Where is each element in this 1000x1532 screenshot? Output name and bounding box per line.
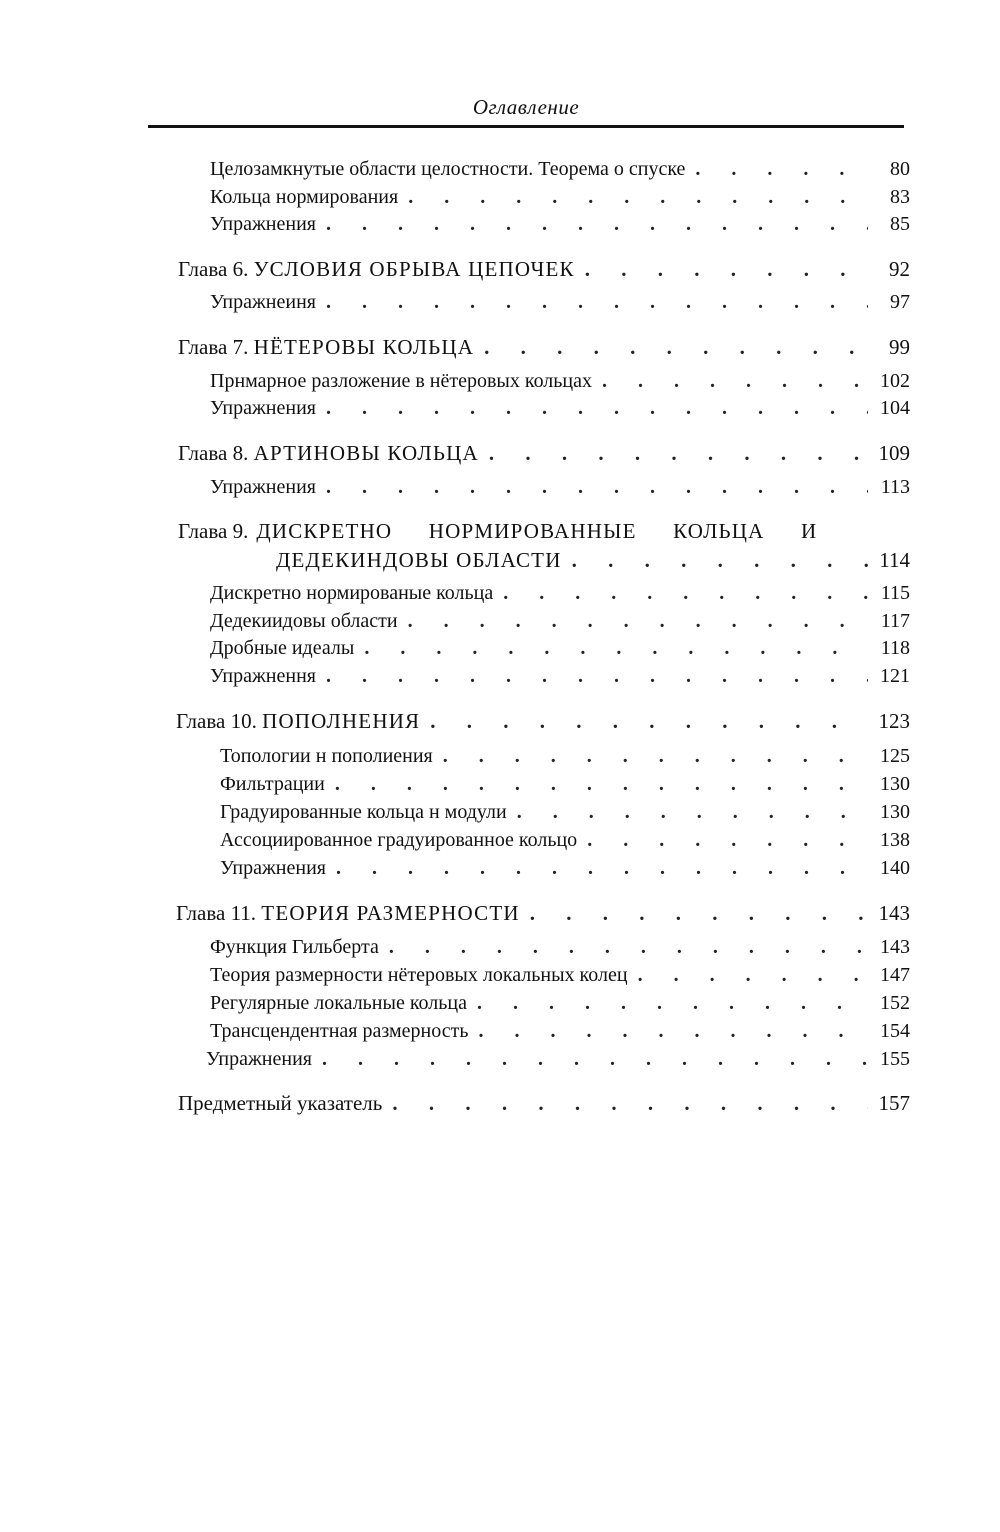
chapter-title	[176, 708, 420, 734]
toc-entry[interactable]	[210, 474, 910, 500]
dot-leader	[322, 1046, 868, 1072]
toc-index-entry[interactable]	[178, 1090, 910, 1116]
page-number: 80	[890, 158, 910, 180]
dot-leader	[389, 934, 868, 960]
dot-leader	[326, 395, 868, 421]
chapter-prefix: Глава 6.	[178, 257, 249, 281]
chapter-prefix: Глава 9.	[178, 519, 249, 543]
page-number: 138	[880, 829, 910, 851]
dot-leader	[392, 1090, 868, 1116]
dot-leader	[408, 608, 868, 634]
toc-chapter[interactable]	[178, 440, 910, 466]
dot-leader	[478, 1018, 868, 1044]
page-number: 123	[878, 709, 910, 733]
dot-leader	[585, 256, 868, 282]
page-number: 152	[880, 992, 910, 1014]
dot-leader	[364, 635, 868, 661]
page-number: 143	[878, 901, 910, 925]
page-number: 85	[890, 213, 910, 235]
toc-entry[interactable]	[220, 743, 910, 769]
toc-entry[interactable]	[210, 962, 910, 988]
entry-title: Предметный указатель	[178, 1091, 383, 1115]
dot-leader	[443, 743, 868, 769]
entry-title: Упражнения	[210, 397, 316, 419]
toc-entry[interactable]	[210, 990, 910, 1016]
page-number: 155	[880, 1048, 910, 1070]
page-number: 121	[880, 665, 910, 687]
toc-entry[interactable]	[206, 1046, 910, 1072]
page-number: 157	[878, 1091, 910, 1115]
entry-title: Дробные идеалы	[210, 637, 355, 659]
toc-entry[interactable]	[210, 934, 910, 960]
page-number: 97	[890, 291, 910, 313]
dot-leader	[530, 900, 868, 926]
toc-entry[interactable]	[210, 184, 910, 210]
toc-entry[interactable]	[210, 1018, 910, 1044]
toc-chapter[interactable]	[176, 900, 910, 926]
page-number: 99	[889, 335, 910, 359]
toc-entry[interactable]	[220, 855, 910, 881]
toc-entry[interactable]	[210, 156, 910, 182]
page-number: 117	[880, 610, 910, 632]
chapter-name-line2: ДЕДЕКИНДОВЫ ОБЛАСТИ	[276, 548, 562, 572]
chapter-name: УСЛОВИЯ ОБРЫВА ЦЕПОЧЕК	[253, 257, 575, 281]
dot-leader	[335, 771, 868, 797]
toc-entry[interactable]	[210, 663, 910, 689]
page-number: 92	[889, 257, 910, 281]
toc-entry[interactable]	[210, 368, 910, 394]
entry-title: Упражнения	[220, 857, 326, 879]
entry-title: Упражнения	[206, 1048, 312, 1070]
toc-entry[interactable]	[210, 211, 910, 237]
entry-title: Градуированные кольца н модули	[220, 801, 507, 823]
dot-leader	[517, 799, 868, 825]
chapter-name: АРТИНОВЫ КОЛЬЦА	[253, 441, 479, 465]
dot-leader	[326, 474, 868, 500]
dot-leader	[336, 855, 868, 881]
page-number: 118	[880, 637, 910, 659]
dot-leader	[489, 440, 868, 466]
chapter-prefix: Глава 8.	[178, 441, 249, 465]
chapter-prefix: Глава 10.	[176, 709, 257, 733]
chapter-name-line1: ДИСКРЕТНО НОРМИРОВАННЫЕ КОЛЬЦА И	[256, 519, 818, 543]
chapter-title	[178, 440, 479, 466]
dot-leader	[408, 184, 868, 210]
dot-leader	[326, 211, 868, 237]
toc-entry[interactable]	[210, 635, 910, 661]
page-number: 115	[880, 582, 910, 604]
page-number: 125	[880, 745, 910, 767]
chapter-title	[178, 256, 575, 282]
entry-title: Фильтрации	[220, 773, 325, 795]
entry-title: Упражнения	[210, 213, 316, 235]
toc-chapter-continuation[interactable]	[276, 547, 910, 573]
toc-entry[interactable]	[220, 827, 910, 853]
toc-entry[interactable]	[210, 289, 910, 315]
toc-entry[interactable]	[210, 608, 910, 634]
entry-title: Дедекиидовы области	[210, 610, 398, 632]
running-header: Оглавление	[472, 95, 580, 119]
entry-title: Топологии н пополиения	[220, 745, 433, 767]
dot-leader	[484, 334, 868, 360]
toc-chapter[interactable]	[178, 256, 910, 282]
entry-title: Целозамкнутые области целостности. Теорема о спуске	[210, 158, 686, 180]
dot-leader	[477, 990, 868, 1016]
page-number: 140	[880, 857, 910, 879]
dot-leader	[695, 156, 868, 182]
page-number: 130	[880, 773, 910, 795]
toc-entry[interactable]	[220, 799, 910, 825]
chapter-prefix: Глава 7.	[178, 335, 249, 359]
chapter-title	[176, 900, 520, 926]
entry-title: Кольца нормирования	[210, 186, 399, 208]
page-number: 130	[880, 801, 910, 823]
chapter-name: ТЕОРИЯ РАЗМЕРНОСТИ	[261, 901, 520, 925]
chapter-prefix: Глава 11.	[176, 901, 257, 925]
entry-title: Упражнення	[210, 665, 316, 687]
toc-entry[interactable]	[210, 580, 910, 606]
toc-entry[interactable]	[210, 395, 910, 421]
entry-title: Функция Гильберта	[210, 936, 379, 958]
page-number: 147	[880, 964, 910, 986]
toc-entry[interactable]	[220, 771, 910, 797]
entry-title: Регулярные локальные кольца	[210, 992, 467, 1014]
page-number: 154	[880, 1020, 910, 1042]
entry-title: Упражнения	[210, 476, 316, 498]
page-number: 109	[878, 441, 910, 465]
dot-leader	[572, 547, 868, 573]
chapter-name: НЁТЕРОВЫ КОЛЬЦА	[253, 335, 475, 359]
entry-title: Ассоциированное градуированное кольцо	[220, 829, 578, 851]
toc-chapter-multiline[interactable]	[178, 518, 868, 544]
page-number: 102	[880, 370, 910, 392]
dot-leader	[503, 580, 868, 606]
page-number: 113	[880, 476, 910, 498]
entry-title: Дискретно нормированые кольца	[210, 582, 494, 604]
entry-title: Упражнеиня	[210, 291, 316, 313]
toc-chapter[interactable]	[178, 334, 910, 360]
entry-title: Теория размерности нётеровых локальных колец	[210, 964, 628, 986]
chapter-title	[178, 334, 474, 360]
chapter-name: ПОПОЛНЕНИЯ	[262, 709, 421, 733]
page-number: 104	[880, 397, 910, 419]
dot-leader	[430, 708, 868, 734]
dot-leader	[638, 962, 868, 988]
entry-title: Трансцендентная размерность	[210, 1020, 469, 1042]
dot-leader	[587, 827, 868, 853]
chapter-title	[276, 547, 562, 573]
dot-leader	[326, 289, 868, 315]
toc-chapter[interactable]	[176, 708, 910, 734]
page-number: 114	[879, 548, 910, 572]
page-number: 83	[890, 186, 910, 208]
dot-leader	[326, 663, 868, 689]
dot-leader	[602, 368, 868, 394]
entry-title: Прнмарное разложение в нётеровых кольцах	[210, 370, 592, 392]
page-number: 143	[880, 936, 910, 958]
